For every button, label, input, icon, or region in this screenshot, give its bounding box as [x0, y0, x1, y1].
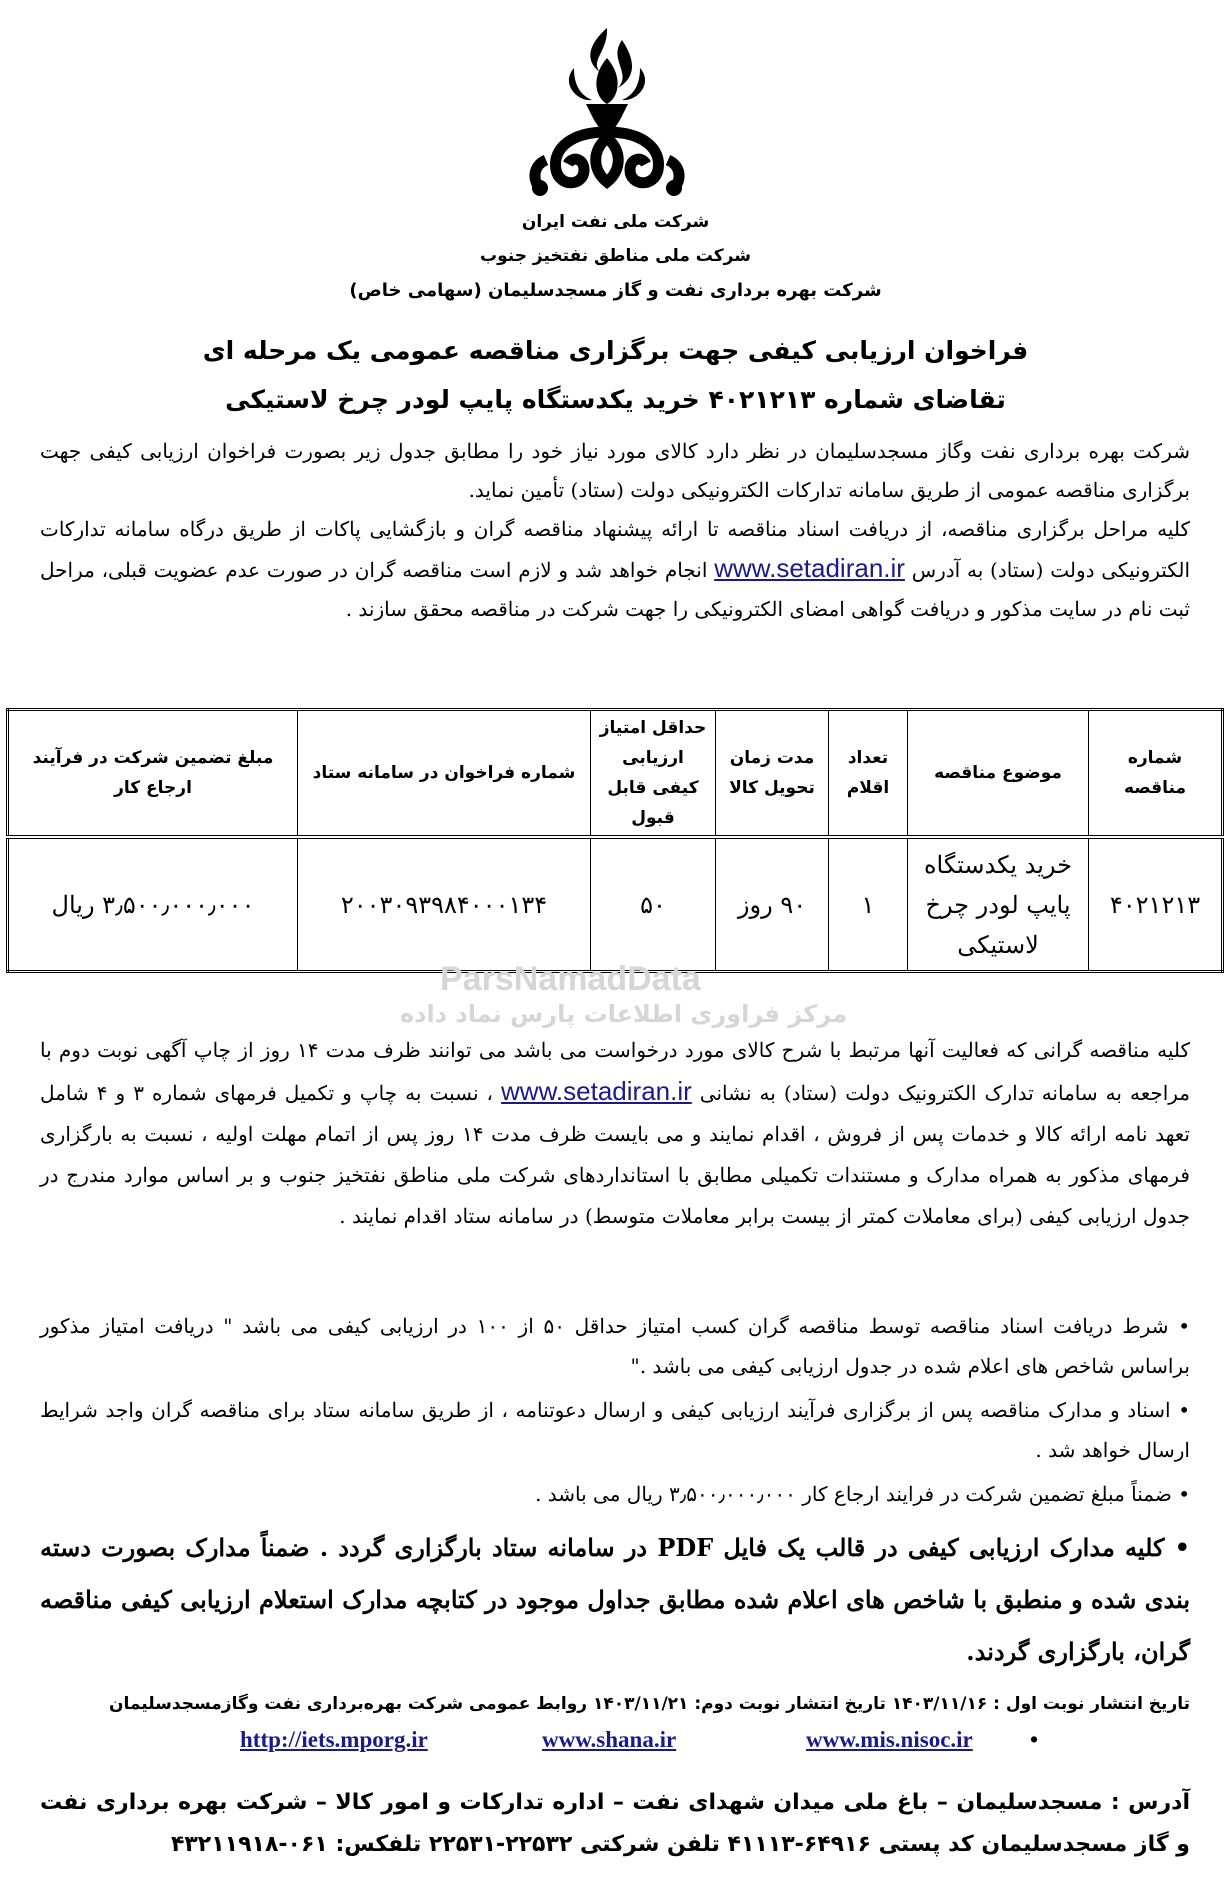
link-shana[interactable]: www.shana.ir: [542, 1727, 677, 1752]
header-min-score: حداقل امتیاز ارزیابی کیفی قابل قبول: [591, 710, 716, 838]
bullet-min-score: • شرط دریافت اسناد مناقصه توسط مناقصه گران کسب امتیاز حداقل ۵۰ از ۱۰۰ در ارزیابی کیفی می باشد " دریافت امتیاز مذکور براساس شاخص های اعلام شده در جدول ارزیابی کیفی می باشد .": [40, 1314, 1190, 1378]
nioc-flame-logo-icon: [512, 20, 702, 205]
bullet-pdf-upload: • کلیه مدارک ارزیابی کیفی در قالب یک فایل PDF در سامانه ستاد بارگزاری گردد . ضمناً مدارک بصورت دسته بندی شده و منطبق با شاخص های اعلام شده مطابق جداول موجود در کتابچه مدارک استعلام ارزیابی کیفی مناقصه گران، بارگزاری گردند.: [40, 1533, 1190, 1666]
cell-min-score: ۵۰: [591, 837, 716, 972]
setadiran-link[interactable]: www.setadiran.ir: [714, 553, 905, 583]
header-guarantee: مبلغ تضمین شرکت در فرآیند ارجاع کار: [8, 710, 298, 838]
body-paragraph-3-text-b: ، نسبت به چاپ و تکمیل فرمهای شماره ۳ و ۴ شامل تعهد نامه ارائه کالا و خدمات پس از فروش ، اقدام نمایند و می بایست ظرف مدت ۱۴ روز پس از اتمام مهلت اولیه ، نسبت به بارگزاری فرمهای مذکور به همراه مدارک و مستندات تکمیلی مطابق با استانداردهای شرکت ملی مناطق نفتخیز جنوب و بر اساس موارد مندرج در جدول ارزیابی کیفی (برای معاملات کمتر از بیست برابر معاملات متوسط) در سامانه ستاد اقدام نمایند .: [40, 1081, 1191, 1228]
company-name-nisoc: شرکت ملی مناطق نفتخیز جنوب: [480, 246, 751, 266]
setadiran-link-2[interactable]: www.setadiran.ir: [501, 1076, 692, 1106]
bullet-guarantee: • ضمناً مبلغ تضمین شرکت در فرایند ارجاع کار ۳٫۵۰۰٫۰۰۰٫۰۰۰ ریال می باشد .: [535, 1482, 1190, 1506]
notice-subtitle: تقاضای شماره ۴۰۲۱۲۱۳ خرید یکدستگاه پایپ لودر چرخ لاستیکی: [225, 385, 1006, 414]
intro-paragraph-2: [40, 510, 1190, 629]
table-row: [8, 837, 1223, 972]
header-setad-number: شماره فراخوان در سامانه ستاد: [298, 710, 591, 838]
cell-tender-number: ۴۰۲۱۲۱۳: [1089, 837, 1223, 972]
bullet-documents: • اسناد و مدارک مناقصه پس از برگزاری فرآیند ارزیابی کیفی و ارسال دعوتنامه ، از طریق سامانه ستاد برای مناقصه گران واجد شرایط ارسال خواهد شد .: [40, 1398, 1190, 1462]
cell-guarantee: ۳٫۵۰۰٫۰۰۰٫۰۰۰ ریال: [8, 837, 298, 972]
body-paragraph-3: [40, 1030, 1190, 1237]
header-tender-number: شماره مناقصه: [1089, 710, 1223, 838]
cell-subject: خرید یکدستگاه پایپ لودر چرخ لاستیکی: [908, 837, 1089, 972]
link-mis-nisoc[interactable]: www.mis.nisoc.ir: [806, 1727, 973, 1752]
company-name-masjed-soleyman: شرکت بهره برداری نفت و گاز مسجدسلیمان (سهامی خاص): [349, 280, 882, 301]
footer-links: [0, 1727, 1231, 1763]
footer-address: آدرس : مسجدسلیمان – باغ ملی میدان شهدای نفت – اداره تدارکات و امور کالا – شرکت بهره برداری نفت و گاز مسجدسلیمان کد پستی ۶۴۹۱۶-۴۱۱۱۳ تلفن شرکتی ۲۲۵۳۲-۲۲۵۳۱ تلفکس: ۰۶۱-۴۳۲۱۱۹۱۸: [40, 1790, 1190, 1857]
intro-paragraph-1: شرکت بهره برداری نفت وگاز مسجدسلیمان در نظر دارد کالای مورد نیاز خود را مطابق جدول زیر بصورت فراخوان ارزیابی کیفی جهت برگزاری مناقصه عمومی از طریق سامانه تدارکات الکترونیکی دولت (ستاد) تأمین نماید.: [40, 439, 1190, 502]
company-name-nioc: شرکت ملی نفت ایران: [521, 212, 710, 232]
notice-title: فراخوان ارزیابی کیفی جهت برگزاری مناقصه عمومی یک مرحله ای: [202, 336, 1029, 365]
cell-delivery-time: ۹۰ روز: [716, 837, 829, 972]
table-header-row: [8, 710, 1223, 838]
header-delivery-time: مدت زمان تحویل کالا: [716, 710, 829, 838]
watermark-brand: ParsNamadData: [440, 960, 701, 998]
header-subject: موضوع مناقصه: [908, 710, 1089, 838]
link-iets[interactable]: http://iets.mporg.ir: [240, 1727, 428, 1752]
cell-setad-number: ۲۰۰۳۰۹۳۹۸۴۰۰۰۱۳۴: [298, 837, 591, 972]
header-items-count: تعداد اقلام: [829, 710, 908, 838]
tender-table: [6, 708, 1224, 973]
bullet-dot-icon: •: [1030, 1727, 1039, 1752]
watermark-slogan: مرکز فراوری اطلاعات پارس نماد داده: [400, 1000, 848, 1028]
intro-paragraph-2-text-b: انجام خواهد شد و لازم است مناقصه گران در صورت عدم عضویت قبلی، مراحل ثبت نام در سایت مذکور و دریافت گواهی امضای الکترونیکی را جهت شرکت در مناقصه محقق سازند .: [40, 558, 1190, 621]
body-paragraph-3-text-a: کلیه مناقصه گرانی که فعالیت آنها مرتبط با شرح کالای مورد درخواست می باشد می توانند ظرف مدت ۱۴ روز از چاپ آگهی نوبت دوم با مراجعه به سامانه تدارک الکترونیک دولت (ستاد) به نشانی: [40, 1038, 1191, 1105]
intro-paragraph-2-text-a: کلیه مراحل برگزاری مناقصه، از دریافت اسناد مناقصه تا ارائه پیشنهاد مناقصه گران و بازگشایی پاکات از طریق درگاه سامانه تدارکات الکترونیکی دولت (ستاد) به آدرس: [40, 517, 1191, 582]
publication-dates: تاریخ انتشار نوبت اول : ۱۴۰۳/۱۱/۱۶ تاریخ انتشار نوبت دوم: ۱۴۰۳/۱۱/۲۱ روابط عمومی شرکت بهره‌برداری نفت وگازمسجدسلیمان: [109, 1694, 1190, 1714]
cell-items-count: ۱: [829, 837, 908, 972]
